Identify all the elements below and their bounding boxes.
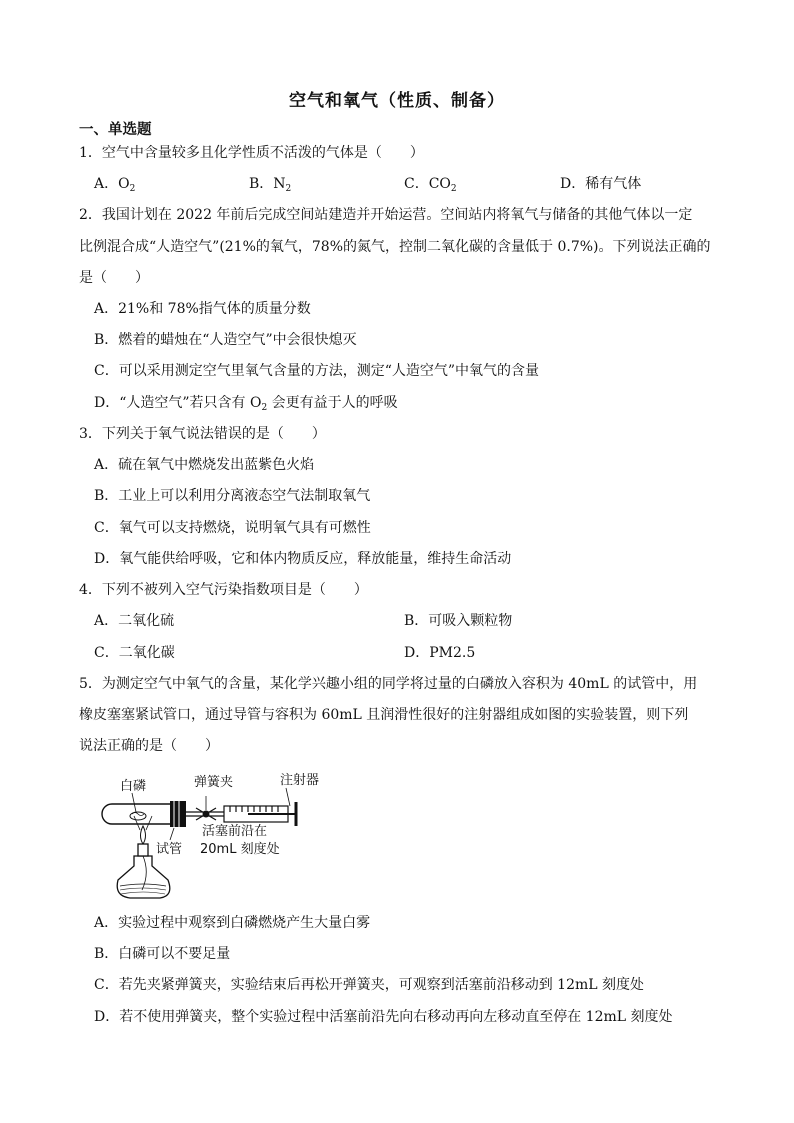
alcohol-lamp <box>117 816 170 898</box>
q4-option-c: C．二氧化碳 <box>94 645 175 661</box>
label-piston-line1: 活塞前沿在 <box>202 824 268 839</box>
q4-option-a: A．二氧化硫 <box>94 613 175 629</box>
q3-option-d: D．氧气能供给呼吸，它和体内物质反应，释放能量，维持生命活动 <box>94 551 512 567</box>
label-piston-line2: 20mL 刻度处 <box>200 842 280 857</box>
q1-option-b: B．$N_2$ <box>249 176 292 194</box>
q2-option-d: D．“人造空气”若只含有 $O_2$ 会更有益于人的呼吸 <box>94 395 398 413</box>
q5-stem-line3: 说法正确的是（ ） <box>79 738 219 754</box>
q4-option-d: D．PM2.5 <box>404 645 476 661</box>
q2-stem-line2: 比例混合成“人造空气”(21%的氧气，78%的氮气，控制二氧化碳的含量低于 0.7%)。下列说法正确的 <box>79 239 711 255</box>
label-white-phosphorus: 白磷 <box>120 779 147 794</box>
q2-stem-line3: 是（ ） <box>79 270 149 286</box>
q3-option-b: B．工业上可以利用分离液态空气法制取氧气 <box>94 488 371 504</box>
q5-stem-line2: 橡皮塞塞紧试管口，通过导管与容积为 60mL 且润滑性很好的注射器组成如图的实验装置，则下列 <box>79 707 689 723</box>
q3-option-c: C．氧气可以支持燃烧，说明氧气具有可燃性 <box>94 520 371 536</box>
q5-option-c: C．若先夹紧弹簧夹，实验结束后再松开弹簧夹，可观察到活塞前沿移动到 12mL 刻度处 <box>94 977 644 993</box>
q1-option-d: D．稀有气体 <box>560 176 642 192</box>
q3-option-a: A．硫在氧气中燃烧发出蓝紫色火焰 <box>94 457 315 473</box>
q4-option-b: B．可吸入颗粒物 <box>404 613 513 629</box>
page-title: 空气和氧气（性质、制备） <box>289 91 505 111</box>
q2-option-a: A．21%和 78%指气体的质量分数 <box>94 301 311 317</box>
q2-stem-line1: 2．我国计划在 2022 年前后完成空间站建造并开始运营。空间站内将氧气与储备的其他气体以一定 <box>79 207 693 223</box>
label-test-tube: 试管 <box>156 842 183 857</box>
q5-option-b: B．白磷可以不要足量 <box>94 946 231 962</box>
section-heading: 一、单选题 <box>79 122 152 138</box>
q1-stem: 1．空气中含量较多且化学性质不活泼的气体是（ ） <box>79 145 424 161</box>
syringe <box>224 802 296 826</box>
q5-option-d: D．若不使用弹簧夹，整个实验过程中活塞前沿先向右移动再向左移动直至停在 12mL 刻度处 <box>94 1009 673 1025</box>
q1-option-a: A．$O_2$ <box>94 176 136 194</box>
q3-stem: 3．下列关于氧气说法错误的是（ ） <box>79 426 326 442</box>
label-spring-clip: 弹簧夹 <box>194 775 234 790</box>
q1-option-c: C．$CO_2$ <box>404 176 457 194</box>
label-syringe: 注射器 <box>280 773 320 788</box>
q4-stem: 4．下列不被列入空气污染指数项目是（ ） <box>79 582 368 598</box>
q5-option-a: A．实验过程中观察到白磷燃烧产生大量白雾 <box>94 915 371 931</box>
rubber-stopper <box>170 801 186 827</box>
experiment-diagram <box>90 768 340 903</box>
q2-option-c: C．可以采用测定空气里氧气含量的方法，测定“人造空气”中氧气的含量 <box>94 363 540 379</box>
q2-option-b: B．燃着的蜡烛在“人造空气”中会很快熄灭 <box>94 332 357 348</box>
q5-stem-line1: 5．为测定空气中氧气的含量，某化学兴趣小组的同学将过量的白磷放入容积为 40mL 的试管中，用 <box>79 676 698 692</box>
